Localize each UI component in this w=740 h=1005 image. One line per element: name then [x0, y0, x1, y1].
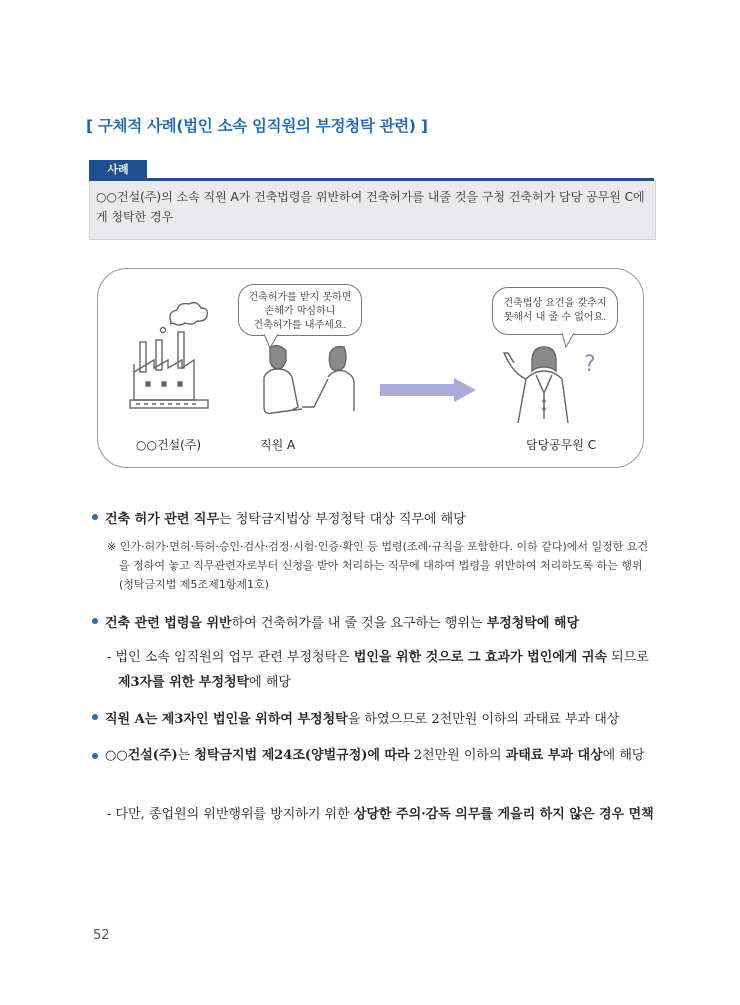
bullet-item [93, 743, 653, 768]
sub-text: 에 해당 [249, 675, 291, 690]
bullet-dot-icon [92, 753, 98, 759]
sub-bold: 제3자를 위한 부정청탁 [118, 675, 250, 690]
bullet-bold: 직원 A는 제3자인 법인을 위하여 부정청탁 [105, 712, 348, 727]
label-company: ○○건설(주) [136, 438, 202, 452]
bullet-text: 는 청탁금지법상 부정청탁 대상 직무에 해당 [219, 512, 466, 527]
bubble-line: 건축법상 요건을 갖추지 [503, 298, 607, 309]
bullet-text: ○○ [105, 748, 128, 763]
factory-icon [126, 302, 216, 412]
case-box: ○○건설(주)의 소속 직원 A가 건축법령을 위반하여 건축허가를 내줄 것을 구청 건축허가 담당 공무원 C에게 청탁한 경우 [89, 181, 656, 240]
bullet-text: 하여 건축허가를 내 줄 것을 요구하는 행위는 [231, 616, 487, 631]
sub-bold: 법인을 위한 것으로 그 효과가 법인에게 귀속 [353, 650, 608, 665]
question-mark-icon: ? [584, 352, 596, 377]
sub-text: - 법인 소속 임직원의 업무 관련 부정청탁은 [107, 650, 354, 665]
label-employee: 직원 A [260, 438, 296, 452]
note-text: ※ 인가·허가·면허·특허·승인·검사·검정·시험·인증·확인 등 법령(조례·규칙을 포함한다. 이하 같다)에서 일정한 요건을 정하여 놓고 직무관련자로부터 신청을 받아 처리하는 직무에 대하여 법령을 위반하여 처리하도록 하는 행위(청탁금지법 제5조제1항제1호) [107, 540, 649, 591]
official-person-icon [496, 345, 596, 425]
bullet-text: 는 [177, 748, 195, 763]
arrow-right-icon [380, 378, 480, 402]
bullet-dot-icon [92, 514, 98, 520]
sub-bold: 상당한 주의·감독 의무를 게을리 하지 않은 경우 면책 [353, 807, 654, 822]
bubble-line: 건축허가를 내주세요. [253, 320, 347, 331]
bullet-bold: 과태료 부과 대상 [505, 748, 603, 763]
bullet-text: 2천만원 이하의 [409, 748, 506, 763]
sub-item [107, 645, 658, 695]
bullet-item [93, 612, 579, 631]
bubble-line: 못해서 내 줄 수 없어요. [503, 312, 607, 323]
bullet-dot-icon [92, 714, 98, 720]
page-number: 52 [93, 928, 110, 943]
bullet-bold: 건설(주) [127, 748, 178, 763]
sub-text: - 다만, 종업원의 위반행위를 방지하기 위한 [107, 807, 354, 822]
bubble-line: 건축허가를 받지 못하면 [248, 292, 352, 303]
label-official: 담당공무원 C [526, 438, 597, 452]
sub-text: 되므로 [607, 650, 649, 665]
section-title: [ 구체적 사례(법인 소속 임직원의 부정청탁 관련) ] [86, 117, 428, 135]
bullet-text: 을 하였으므로 2천만원 이하의 과태료 부과 대상 [347, 712, 620, 727]
bullet-text: 에 해당 [602, 748, 645, 763]
bullet-bold: 건축 관련 법령을 위반 [105, 616, 232, 631]
speech-bubble-employee [238, 284, 362, 336]
sub-item [107, 802, 658, 827]
bullet-bold: 건축 허가 관련 직무 [105, 512, 220, 527]
bullet-item [93, 508, 466, 527]
bullet-bold: 청탁금지법 제24조(양벌규정)에 따라 [194, 748, 410, 763]
handshake-people-icon [258, 345, 368, 425]
bullet-item [93, 708, 619, 727]
bullet-bold: 부정청탁에 해당 [486, 616, 580, 631]
bullet-dot-icon [92, 618, 98, 624]
case-label: 사례 [89, 160, 147, 180]
speech-bubble-official [492, 287, 618, 335]
bubble-line: 손해가 막심하니 [264, 306, 336, 317]
